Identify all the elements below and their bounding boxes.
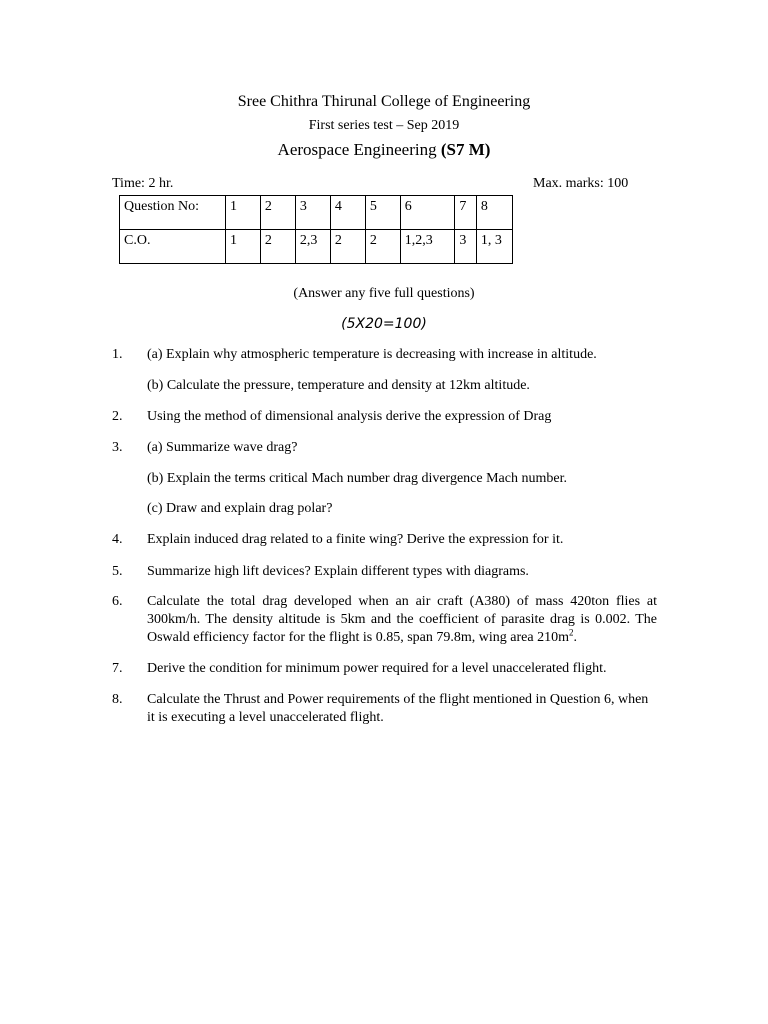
- test-title: First series test – Sep 2019: [308, 118, 460, 133]
- table-cell: 1: [225, 196, 260, 230]
- question-text: Calculate the Thrust and Power requirements of the flight mentioned in Question 6, when it is executing a level unaccelerated flight.: [147, 692, 649, 725]
- table-cell: Question No:: [120, 196, 226, 230]
- course-name: Aerospace Engineering: [277, 140, 437, 159]
- table-cell: 1: [225, 230, 260, 264]
- table-cell: 2: [260, 196, 295, 230]
- question-text: Derive the condition for minimum power required for a level unaccelerated flight.: [147, 661, 607, 676]
- table-cell: 1, 3: [476, 230, 512, 264]
- table-cell: C.O.: [120, 230, 226, 264]
- table-cell: 2: [365, 230, 400, 264]
- table-cell: 2: [330, 230, 365, 264]
- question-number: 2.: [112, 409, 123, 424]
- question-number: 7.: [112, 661, 123, 676]
- question-number: 8.: [112, 692, 123, 707]
- question-text-block: [147, 593, 657, 647]
- table-cell: 1,2,3: [400, 230, 455, 264]
- table-cell: 6: [400, 196, 455, 230]
- question-part-a: (a) Explain why atmospheric temperature is decreasing with increase in altitude.: [147, 347, 597, 362]
- table-cell: 2,3: [295, 230, 330, 264]
- max-marks: Max. marks: 100: [533, 176, 629, 191]
- answer-instruction: (Answer any five full questions): [293, 286, 475, 301]
- course-code: (S7 M): [440, 140, 491, 159]
- table-row: [120, 230, 513, 264]
- question-end: .: [573, 630, 577, 645]
- question-text: Calculate the total drag developed when an air craft (A380) of mass 420ton flies at 300km/h. The density altitude is 5km and the coefficient of parasite drag is 0.002. The Oswald efficiency factor for the flight is 0.85, span 79.8m, wing area 210m: [147, 594, 657, 645]
- table-cell: 2: [260, 230, 295, 264]
- exam-time: Time: 2 hr.: [112, 176, 174, 191]
- table-cell: 3: [455, 230, 477, 264]
- question-text: Using the method of dimensional analysis derive the expression of Drag: [147, 409, 552, 424]
- superscript: 2: [568, 627, 574, 638]
- question-part-c: (c) Draw and explain drag polar?: [147, 501, 333, 516]
- table-cell: 3: [295, 196, 330, 230]
- college-name: Sree Chithra Thirunal College of Engineering: [237, 93, 531, 110]
- question-number: 5.: [112, 564, 123, 579]
- table-row: [120, 196, 513, 230]
- question-number: 6.: [112, 594, 123, 609]
- question-number: 3.: [112, 440, 123, 455]
- question-part-b: (b) Calculate the pressure, temperature and density at 12km altitude.: [147, 378, 530, 393]
- question-text: Explain induced drag related to a finite wing? Derive the expression for it.: [147, 532, 564, 547]
- question-part-a: (a) Summarize wave drag?: [147, 440, 298, 455]
- table-cell: 4: [330, 196, 365, 230]
- table-cell: 5: [365, 196, 400, 230]
- question-part-b: (b) Explain the terms critical Mach number drag divergence Mach number.: [147, 471, 567, 486]
- course-title: [0, 140, 768, 160]
- question-number: 4.: [112, 532, 123, 547]
- question-text: Summarize high lift devices? Explain different types with diagrams.: [147, 564, 529, 579]
- table-cell: 7: [455, 196, 477, 230]
- question-number: 1.: [112, 347, 123, 362]
- course-outcome-table: [119, 195, 513, 264]
- marks-formula: (5X20=100): [341, 316, 427, 332]
- table-cell: 8: [476, 196, 512, 230]
